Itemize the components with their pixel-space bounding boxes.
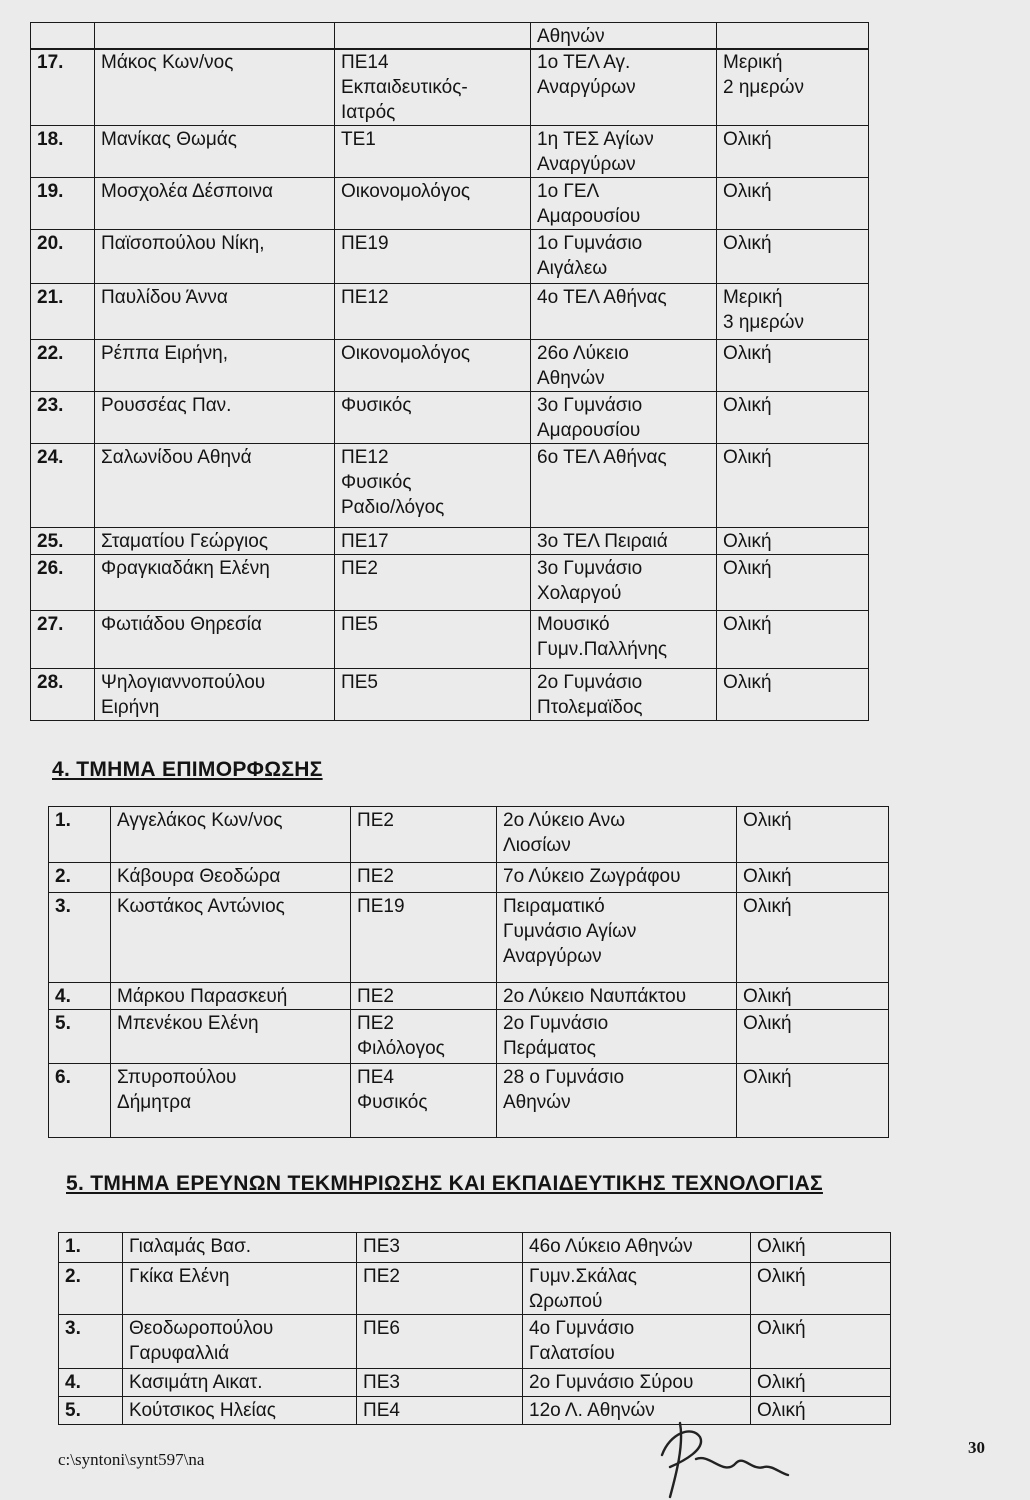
school: 3ο Γυμνάσιο Αμαρουσίου: [531, 392, 717, 444]
school: 2ο Λύκειο Ναυπάκτου: [497, 983, 737, 1010]
table-row: [49, 863, 889, 893]
person-name: Μοσχολέα Δέσποινα: [95, 178, 335, 230]
section-4-title: 4. ΤΜΗΜΑ ΕΠΙΜΟΡΦΩΣΗΣ: [52, 758, 323, 781]
school: 2ο Γυμνάσιο Σύρου: [523, 1369, 751, 1397]
secondment-type: Ολική: [717, 528, 869, 555]
person-name: Αγγελάκος Κων/νος: [111, 807, 351, 863]
table-row: [31, 178, 869, 230]
fragment-school: Αθηνών: [531, 23, 717, 50]
row-number: 3.: [49, 893, 111, 983]
specialty: Οικονομολόγος: [335, 178, 531, 230]
secondment-type: Ολική: [717, 340, 869, 392]
specialty: ΠΕ2: [335, 555, 531, 611]
specialty: ΠΕ2: [351, 807, 497, 863]
specialty: ΠΕ5: [335, 669, 531, 721]
school: 7ο Λύκειο Ζωγράφου: [497, 863, 737, 893]
person-name: Ρουσσέας Παν.: [95, 392, 335, 444]
person-name: Ρέππα Ειρήνη,: [95, 340, 335, 392]
row-number: 20.: [31, 230, 95, 284]
secondment-type: Ολική: [717, 555, 869, 611]
research-department-table: [58, 1232, 891, 1425]
row-number: 17.: [31, 49, 95, 126]
secondment-type: Ολική: [717, 178, 869, 230]
secondment-type: Ολική: [717, 126, 869, 178]
specialty: ΠΕ2: [357, 1263, 523, 1315]
specialty: ΠΕ3: [357, 1369, 523, 1397]
secondment-type: Ολική: [751, 1233, 891, 1263]
person-name: Παϊσοπούλου Νίκη,: [95, 230, 335, 284]
school: 4ο ΤΕΛ Αθήνας: [531, 284, 717, 340]
secondment-type: Ολική: [717, 611, 869, 669]
person-name: Θεοδωροπούλου Γαρυφαλλιά: [123, 1315, 357, 1369]
person-name: Φραγκιαδάκη Ελένη: [95, 555, 335, 611]
specialty: ΠΕ5: [335, 611, 531, 669]
specialty: ΠΕ2: [351, 983, 497, 1010]
person-name: Μπενέκου Ελένη: [111, 1010, 351, 1064]
footer-file-path: c:\syntoni\synt597\na: [58, 1450, 205, 1469]
specialty: ΠΕ14 Εκπαιδευτικός- Ιατρός: [335, 49, 531, 126]
row-number: 22.: [31, 340, 95, 392]
specialty: ΠΕ12 Φυσικός Ραδιο/λόγος: [335, 444, 531, 528]
school: 3ο ΤΕΛ Πειραιά: [531, 528, 717, 555]
page-number: 30: [968, 1438, 985, 1457]
person-name: Μάρκου Παρασκευή: [111, 983, 351, 1010]
row-number: 5.: [49, 1010, 111, 1064]
table-row: [31, 284, 869, 340]
table-row: [49, 983, 889, 1010]
school: Πειραματικό Γυμνάσιο Αγίων Αναργύρων: [497, 893, 737, 983]
secondment-type: Ολική: [717, 392, 869, 444]
secondment-type: Ολική: [737, 1064, 889, 1138]
row-number: 21.: [31, 284, 95, 340]
secondment-type: Ολική: [751, 1315, 891, 1369]
table-row: [31, 49, 869, 126]
specialty: ΠΕ2 Φιλόλογος: [351, 1010, 497, 1064]
row-number: 1.: [49, 807, 111, 863]
row-number: 26.: [31, 555, 95, 611]
person-name: Κωστάκος Αντώνιος: [111, 893, 351, 983]
specialty: ΠΕ3: [357, 1233, 523, 1263]
person-name: Φωτιάδου Θηρεσία: [95, 611, 335, 669]
school: 26ο Λύκειο Αθηνών: [531, 340, 717, 392]
specialty: ΠΕ2: [351, 863, 497, 893]
person-name: Γιαλαμάς Βασ.: [123, 1233, 357, 1263]
row-number: 24.: [31, 444, 95, 528]
specialty: ΠΕ6: [357, 1315, 523, 1369]
section-5-title: 5. ΤΜΗΜΑ ΕΡΕΥΝΩΝ ΤΕΚΜΗΡΙΩΣΗΣ ΚΑΙ ΕΚΠΑΙΔΕΥΤΙΚΗΣ ΤΕΧΝΟΛΟΓΙΑΣ: [66, 1172, 823, 1195]
person-name: Γκίκα Ελένη: [123, 1263, 357, 1315]
row-number: 23.: [31, 392, 95, 444]
specialty: ΠΕ19: [335, 230, 531, 284]
secondment-type: Ολική: [737, 1010, 889, 1064]
secondment-type: Ολική: [737, 893, 889, 983]
table-row: [59, 1315, 891, 1369]
school: 2ο Λύκειο Ανω Λιοσίων: [497, 807, 737, 863]
table-row: [59, 1369, 891, 1397]
person-name: Σαλωνίδου Αθηνά: [95, 444, 335, 528]
person-name: Σπυροπούλου Δήμητρα: [111, 1064, 351, 1138]
row-number: 27.: [31, 611, 95, 669]
secondment-type: Ολική: [717, 230, 869, 284]
table-row: [31, 230, 869, 284]
school: 2ο Γυμνάσιο Πτολεμαϊδος: [531, 669, 717, 721]
specialty: ΠΕ4: [357, 1397, 523, 1425]
row-number: 2.: [49, 863, 111, 893]
person-name: Μανίκας Θωμάς: [95, 126, 335, 178]
specialty: ΠΕ17: [335, 528, 531, 555]
school: 3ο Γυμνάσιο Χολαργού: [531, 555, 717, 611]
table-row: [49, 1010, 889, 1064]
training-department-table: [48, 806, 889, 1138]
school: 2ο Γυμνάσιο Περάματος: [497, 1010, 737, 1064]
row-number: 6.: [49, 1064, 111, 1138]
specialty: ΠΕ19: [351, 893, 497, 983]
row-number: 3.: [59, 1315, 123, 1369]
table-row: [31, 126, 869, 178]
row-number: 19.: [31, 178, 95, 230]
person-name: Κούτσικος Ηλείας: [123, 1397, 357, 1425]
specialty: ΠΕ12: [335, 284, 531, 340]
table-row: [31, 528, 869, 555]
specialty: ΠΕ4 Φυσικός: [351, 1064, 497, 1138]
table-row: [31, 611, 869, 669]
secondment-type: Ολική: [717, 669, 869, 721]
specialty: Φυσικός: [335, 392, 531, 444]
table-row: [31, 392, 869, 444]
school: 6ο ΤΕΛ Αθήνας: [531, 444, 717, 528]
row-number: 2.: [59, 1263, 123, 1315]
table-row: [31, 669, 869, 721]
table-row: [59, 1263, 891, 1315]
row-number: 18.: [31, 126, 95, 178]
person-name: Κασιμάτη Αικατ.: [123, 1369, 357, 1397]
person-name: Ψηλογιαννοπούλου Ειρήνη: [95, 669, 335, 721]
secondment-type: Ολική: [737, 983, 889, 1010]
row-number: 28.: [31, 669, 95, 721]
school: 1ο ΓΕΛ Αμαρουσίου: [531, 178, 717, 230]
school: 1ο ΤΕΛ Αγ. Αναργύρων: [531, 49, 717, 126]
school: 46ο Λύκειο Αθηνών: [523, 1233, 751, 1263]
person-name: Παυλίδου Άννα: [95, 284, 335, 340]
table-row: [49, 807, 889, 863]
secondment-type: Ολική: [751, 1369, 891, 1397]
table-row: [31, 340, 869, 392]
specialty: ΤΕ1: [335, 126, 531, 178]
row-number: 4.: [59, 1369, 123, 1397]
secondment-type: Ολική: [737, 807, 889, 863]
secondment-type: Μερική 3 ημερών: [717, 284, 869, 340]
school: 12ο Λ. Αθηνών: [523, 1397, 751, 1425]
school: 28 ο Γυμνάσιο Αθηνών: [497, 1064, 737, 1138]
specialty: Οικονομολόγος: [335, 340, 531, 392]
school: 1ο Γυμνάσιο Αιγάλεω: [531, 230, 717, 284]
school: Γυμν.Σκάλας Ωρωπού: [523, 1263, 751, 1315]
table-row: [49, 893, 889, 983]
secondment-type: Μερική 2 ημερών: [717, 49, 869, 126]
secondment-type: Ολική: [751, 1397, 891, 1425]
secondment-type: Ολική: [751, 1263, 891, 1315]
school: 4ο Γυμνάσιο Γαλατσίου: [523, 1315, 751, 1369]
table-row: [59, 1233, 891, 1263]
secondment-type: Ολική: [717, 444, 869, 528]
school: Μουσικό Γυμν.Παλλήνης: [531, 611, 717, 669]
secondment-type: Ολική: [737, 863, 889, 893]
row-number: 4.: [49, 983, 111, 1010]
table-row: [31, 555, 869, 611]
school: 1η ΤΕΣ Αγίων Αναργύρων: [531, 126, 717, 178]
person-name: Κάβουρα Θεοδώρα: [111, 863, 351, 893]
row-number: 1.: [59, 1233, 123, 1263]
person-name: Μάκος Κων/νος: [95, 49, 335, 126]
handwritten-signature: [640, 1415, 790, 1500]
top-fragment-row: [30, 22, 869, 50]
row-number: 5.: [59, 1397, 123, 1425]
row-number: 25.: [31, 528, 95, 555]
staff-table-continued: [30, 48, 869, 721]
table-row: [31, 444, 869, 528]
table-row: [49, 1064, 889, 1138]
person-name: Σταματίου Γεώργιος: [95, 528, 335, 555]
